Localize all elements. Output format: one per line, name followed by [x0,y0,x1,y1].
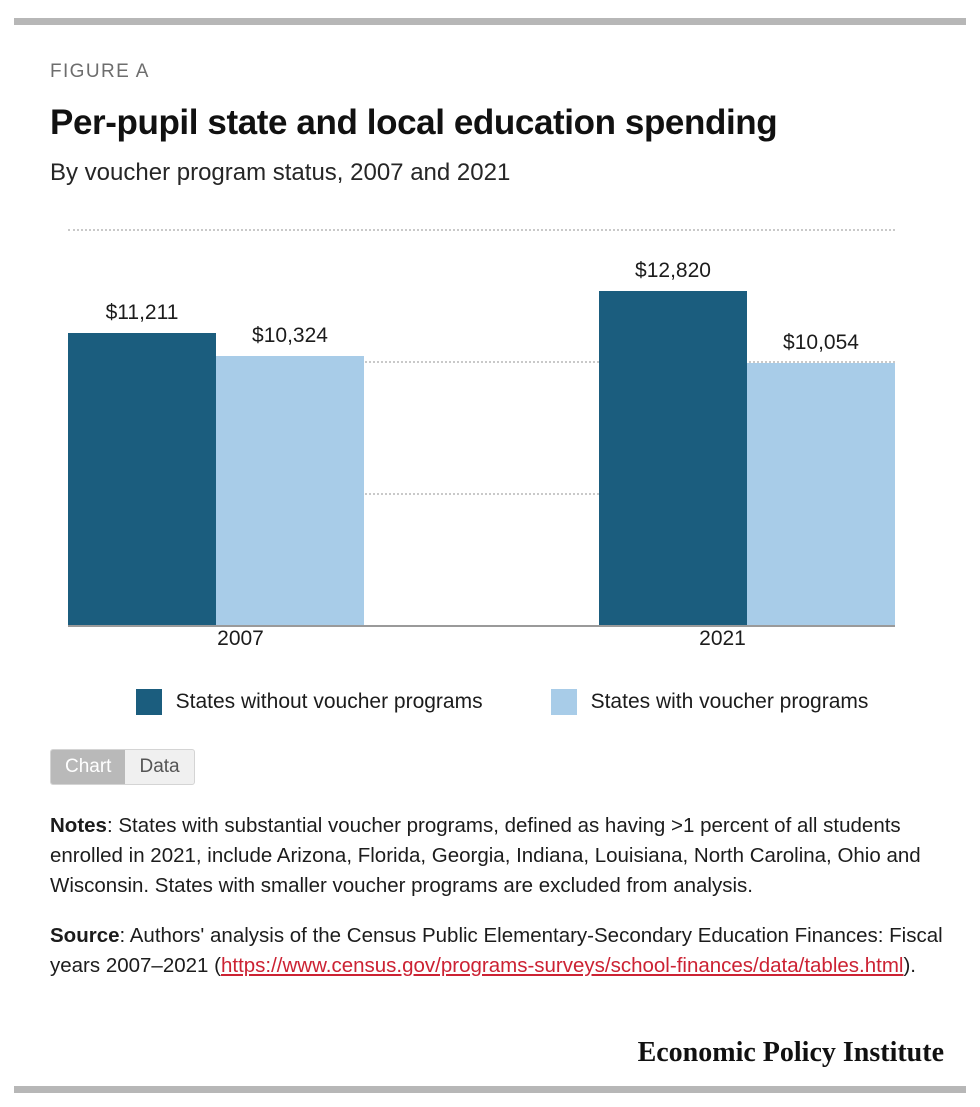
figure-source [50,921,950,981]
legend-item-with-voucher[interactable] [551,689,869,715]
figure-subtitle: By voucher program status, 2007 and 2021 [50,159,511,186]
bar-group-2007 [68,229,413,625]
tab-chart[interactable]: Chart [51,750,125,784]
bar-wrap-2021-without[interactable] [599,229,747,625]
notes-text: : States with substantial voucher programs, defined as having >1 percent of all students enrolled in 2021, include Arizona, Florida, Georgia, Indiana, Louisiana, North Carolina, Ohio and Wisconsin. States with smaller voucher programs are excluded from analysis. [50,814,921,897]
bar-2021-with-voucher[interactable] [747,363,895,625]
x-tick-2007: 2007 [217,627,264,650]
page-title: Per-pupil state and local education spending [50,103,778,142]
bar-2007-with-voucher[interactable] [216,356,364,625]
epi-logo: Economic Policy Institute [637,1037,944,1068]
top-divider [14,18,966,25]
legend-item-without-voucher[interactable] [136,689,483,715]
notes-label: Notes [50,814,107,837]
source-text-before: : Authors' analysis of the Census Public Elementary-Secondary Education Finances: Fiscal years 2007–2021 ( [50,923,943,977]
bar-chart [50,229,895,649]
bar-wrap-2021-with[interactable] [747,229,895,625]
source-text-after: ). [903,953,916,977]
bar-wrap-2007-with[interactable] [216,229,364,625]
bar-value-label: $11,211 [105,301,179,324]
figure-eyebrow: FIGURE A [50,61,150,82]
bar-groups [68,229,895,625]
bar-value-label: $10,054 [783,331,859,354]
tab-data[interactable]: Data [125,750,193,784]
bottom-divider [14,1086,966,1093]
bar-value-label: $10,324 [252,324,328,347]
legend-label: States with voucher programs [590,690,869,713]
chart-plot-area [68,229,895,627]
view-toggle[interactable] [50,749,195,785]
legend-swatch-icon [136,689,162,715]
figure-content [50,45,944,1077]
legend-label: States without voucher programs [175,690,483,713]
figure-notes [50,811,950,901]
x-axis-labels [68,627,895,649]
bar-2021-without-voucher[interactable] [599,291,747,625]
source-label: Source [50,923,120,947]
chart-legend [50,689,944,715]
x-tick-2021: 2021 [699,627,746,650]
bar-value-label: $12,820 [635,259,711,282]
bar-wrap-2007-without[interactable] [68,229,216,625]
bar-group-2021 [550,229,895,625]
bar-2007-without-voucher[interactable] [68,333,216,625]
source-link[interactable]: https://www.census.gov/programs-surveys/school-finances/data/tables.html [220,953,904,977]
legend-swatch-icon [551,689,577,715]
